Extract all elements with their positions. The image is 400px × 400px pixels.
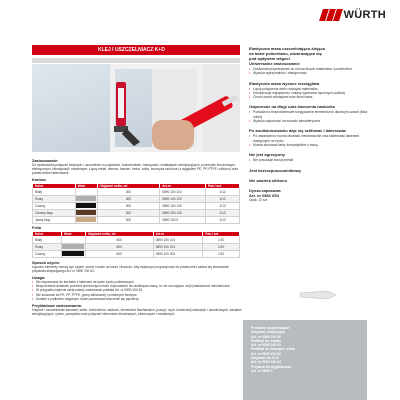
- foil-header-4: Pak./ szt.: [203, 231, 240, 236]
- related-product-line: Zmywacz aktywujący: [251, 330, 286, 335]
- examples-title: Przykładowe zastosowania:: [32, 304, 83, 309]
- foil-cell-pack: 1/20: [203, 236, 240, 243]
- nozzle-pack: Opak. 10 szt.: [249, 197, 268, 202]
- feature-title: Nie zawiera silikonu: [249, 177, 288, 183]
- usage-title: Sposób użycia:: [32, 260, 60, 265]
- notes-list: [32, 280, 242, 301]
- feature-list: [249, 134, 369, 147]
- related-product-line: Art. nr 0890 100 61: [251, 343, 281, 348]
- cartridge-cell-swatch: [75, 209, 97, 216]
- foil-row: [33, 236, 240, 243]
- foil-header-3: Art.nr: [153, 231, 203, 236]
- related-products-list: [251, 330, 367, 373]
- cartridge-cell-art: 0890 100 130: [160, 202, 206, 209]
- cartridge-cell-art: 0890 100 5: [160, 216, 206, 223]
- wurth-logo-icon: [319, 8, 341, 22]
- usage-text: Łączone elementy muszą być czyste, suche i wolne od kurzu i tłuszczu. Aby zwiększyć przyczepność do powierzchni zaleca się stosowanie preparatu aktywującego Art. nr 0890 100 63.: [32, 264, 229, 273]
- cartridge-row: [33, 188, 240, 195]
- cartridge-row: [33, 216, 240, 223]
- cartridge-cell-swatch: [75, 195, 97, 202]
- foil-cell-pack: 1/20: [203, 250, 240, 257]
- intro-text: [249, 46, 369, 61]
- product-photo: [32, 64, 240, 152]
- feature-title: Uniwersalne zastosowanie: [249, 61, 300, 66]
- related-products-title: Produkty uzupełniające:: [251, 326, 291, 330]
- related-product-line: Preparat do wygładzania: [251, 364, 291, 369]
- cartridge-gun-icon: [96, 82, 148, 148]
- notes-title: Uwaga:: [32, 276, 46, 281]
- note-item: • W przypadku klejenia szkła należy zastosować podkład Art. nr 0890 100 63.: [32, 288, 242, 292]
- foil-cell-volume: 600: [85, 236, 153, 243]
- note-item: • Kontakt z podłożem wilgotnym może powodować tworzenie się pęcherzy.: [32, 297, 242, 301]
- foil-cell-pack: 1/20: [203, 243, 240, 250]
- related-product-line: Art. nr 0890 100 60: [251, 334, 281, 339]
- feature-list: [249, 67, 369, 76]
- cartridge-cell-pack: 1/12: [206, 202, 240, 209]
- product-title-bar: KLEJ I USZCZELNIACZ K+D: [32, 45, 240, 55]
- cartridge-header-1: Wzór: [75, 183, 97, 188]
- cartridge-cell-swatch: [75, 216, 97, 223]
- note-item: • Nie stosować do PE, PP, PTFE, gumy silikonowej i podobnych tworzyw.: [32, 293, 242, 297]
- color-swatch: [76, 203, 96, 208]
- cartridge-cell-pack: 1/12: [206, 209, 240, 216]
- note-item: • Bezpośrednie działanie promieni słonecznych może doprowadzić do zżółknięcia masy, co nie ma wpływu na jej właściwości mechaniczne.: [32, 284, 242, 288]
- color-swatch: [62, 244, 84, 249]
- feature-list: [249, 110, 369, 123]
- related-product-line: Art. nr 0890 5: [251, 368, 273, 373]
- note-item: • Nie dopuszczać do kontaktu z lakierami na bazie żywic poliestrowych.: [32, 280, 242, 284]
- feature-item: • Wysoka odporność na warunki atmosferyczne: [249, 119, 369, 123]
- feature-title: Po zwulkanizowaniu daje się szlifować i lakierować: [249, 128, 347, 134]
- foil-header-1: Wzór: [61, 231, 85, 236]
- foil-cell-swatch: [61, 236, 85, 243]
- color-swatch: [76, 196, 96, 201]
- foil-cell-volume: 600: [85, 243, 153, 250]
- cartridge-row: [33, 195, 240, 202]
- cartridge-cell-volume: 300: [97, 195, 160, 202]
- divider-strip: [32, 58, 240, 63]
- foil-cell-volume: 600: [85, 250, 153, 257]
- cartridge-cell-pack: 1/12: [206, 216, 240, 223]
- cartridge-header-4: Pak./ szt.: [206, 183, 240, 188]
- cartridge-header-0: Kolor: [33, 183, 76, 188]
- foil-cell-color: Szary: [33, 243, 62, 250]
- feature-item: • Wysoka wytrzymałość i elastyczność: [249, 71, 369, 75]
- cartridge-cell-pack: 1/12: [206, 195, 240, 202]
- feature-item: • Pozwala na bezproblemowe korygowanie elementów w dłuższym czasie (kilka minut): [249, 110, 369, 119]
- brand-logo: [319, 8, 386, 22]
- foil-cell-swatch: [61, 243, 85, 250]
- related-product-line: Art. nr 0890 100 63: [251, 360, 281, 365]
- feature-item: • Chroni przed wibracjami oraz tłumi hałas: [249, 95, 369, 99]
- left-column: [32, 156, 242, 316]
- intro-line: na bazie poliuretanu, utwardzająca się: [249, 51, 322, 56]
- examples-text: Klejenie i uszczelnianie karoserii, kabin, kontenerów, nadwozi, elementów blacharskich, poszyć, szyb, konstrukcji stalowych i aluminiowych, kanałów wentylacyjnych, rynien, parapetów oraz połączeń elementów drewnianych, betonowych i metalowych.: [32, 308, 242, 317]
- intro-line: pod wpływem wilgoci: [249, 56, 290, 61]
- related-product-line: Podkład do tworzyw / szkła: [251, 347, 295, 352]
- related-product-line: Art. nr 0890 100 62: [251, 351, 281, 356]
- foil-cell-color: Biały: [33, 236, 62, 243]
- feature-item: • Można stosować farby kompatybilne z masą: [249, 143, 369, 147]
- foil-header-0: Kolor: [33, 231, 62, 236]
- nozzle-art: Art. nr 0891 653: [249, 192, 279, 198]
- cartridge-cell-art: 0890 100 120: [160, 195, 206, 202]
- application-title: Zastosowanie:: [32, 159, 59, 163]
- application-text: Do wytwarzania połączeń klejonych i uszczelnień w pojazdach, budownictwie, maszynach, instalacjach wentylacyjnych, przemyśle stoczniowym, elektrycznym, klimatyzacji i metalowym. Łączy metal, drewno, kamień, beton, szkło, tworzywa sztuczne (z wyjątkiem PE, PP, PTFE i silikonu) oraz powierzchnie lakierowane.: [32, 163, 238, 176]
- cartridge-header-3: Art.nr: [160, 183, 206, 188]
- cartridge-cell-color: Czarny: [33, 202, 76, 209]
- color-swatch: [62, 251, 84, 256]
- feature-item: • Po utwardzeniu można obrabiać mechanicznie oraz lakierować lakierami dostępnymi na rynku: [249, 134, 369, 143]
- right-column: [249, 46, 369, 202]
- cartridge-cell-pack: 1/12: [206, 188, 240, 195]
- feature-list: [249, 87, 369, 100]
- foil-cell-art: 0890 100 301: [153, 250, 203, 257]
- feature-item: • Nie powoduje korozji metali: [249, 158, 369, 162]
- cartridge-row: [33, 209, 240, 216]
- cartridge-cell-art: 0890 100 110: [160, 188, 206, 195]
- feature-title: Jest bezrozpuszczalnikowy: [249, 167, 302, 173]
- cartridge-cell-volume: 300: [97, 216, 160, 223]
- feature-item: • Kompensuje naprężenia i zmiany wymiarów łączonych podłoży: [249, 91, 369, 95]
- foil-cell-swatch: [61, 250, 85, 257]
- related-products-box: [243, 320, 367, 400]
- spare-nozzle-icon: [298, 285, 338, 305]
- cartridge-cell-color: Jasny brąz: [33, 216, 76, 223]
- cartridge-cell-volume: 300: [97, 188, 160, 195]
- cartridge-cell-volume: 300: [97, 202, 160, 209]
- foil-table-label: Folia: [32, 225, 41, 230]
- cartridge-row: [33, 202, 240, 209]
- cartridge-table: [32, 183, 240, 224]
- related-product-line: Podkład do metalu: [251, 338, 282, 343]
- cartridge-cell-volume: 300: [97, 209, 160, 216]
- feature-sections: [249, 61, 369, 183]
- foil-row: [33, 250, 240, 257]
- foil-row: [33, 243, 240, 250]
- feature-item: • Doskonała przyczepność do różnorodnych materiałów i powierzchni: [249, 67, 369, 71]
- cartridge-cell-color: Ciemny brąz: [33, 209, 76, 216]
- foil-cell-color: Czarny: [33, 250, 62, 257]
- cartridge-cell-swatch: [75, 202, 97, 209]
- feature-title: Odporność na długi czas tworzenia naskórka: [249, 104, 335, 110]
- feature-title: Elastyczna masa wysoce rozciągliwa: [249, 80, 320, 86]
- color-swatch: [76, 217, 96, 222]
- foil-cell-art: 0890 100 101: [153, 236, 203, 243]
- brand-name: WÜRTH: [343, 9, 386, 21]
- cartridge-cell-color: Biały: [33, 188, 76, 195]
- cartridge-header-2: Objętość netto, ml: [97, 183, 160, 188]
- related-product-line: Zmywacz do K+D: [251, 356, 279, 361]
- feature-item: • Łączy połączenia wielu rodzajów materiałów: [249, 87, 369, 91]
- color-swatch: [76, 210, 96, 215]
- intro-line: Elastyczna masa uszczelniająco-klejąca: [249, 46, 325, 51]
- cartridge-cell-color: Szary: [33, 195, 76, 202]
- cartridge-cell-art: 0890 100 140: [160, 209, 206, 216]
- feature-list: [249, 158, 369, 162]
- feature-title: Nie jest agresywny: [249, 152, 286, 158]
- color-swatch: [62, 237, 84, 242]
- cartridge-cell-swatch: [75, 188, 97, 195]
- foil-table: [32, 231, 240, 258]
- color-swatch: [76, 189, 96, 194]
- foil-cell-art: 0890 100 201: [153, 243, 203, 250]
- photo-hand: [152, 120, 194, 150]
- foil-header-2: Objętość netto, ml: [85, 231, 153, 236]
- cartridge-table-label: Kartusz: [32, 177, 46, 182]
- nozzle-title: Dysza zapasowa: [249, 187, 281, 193]
